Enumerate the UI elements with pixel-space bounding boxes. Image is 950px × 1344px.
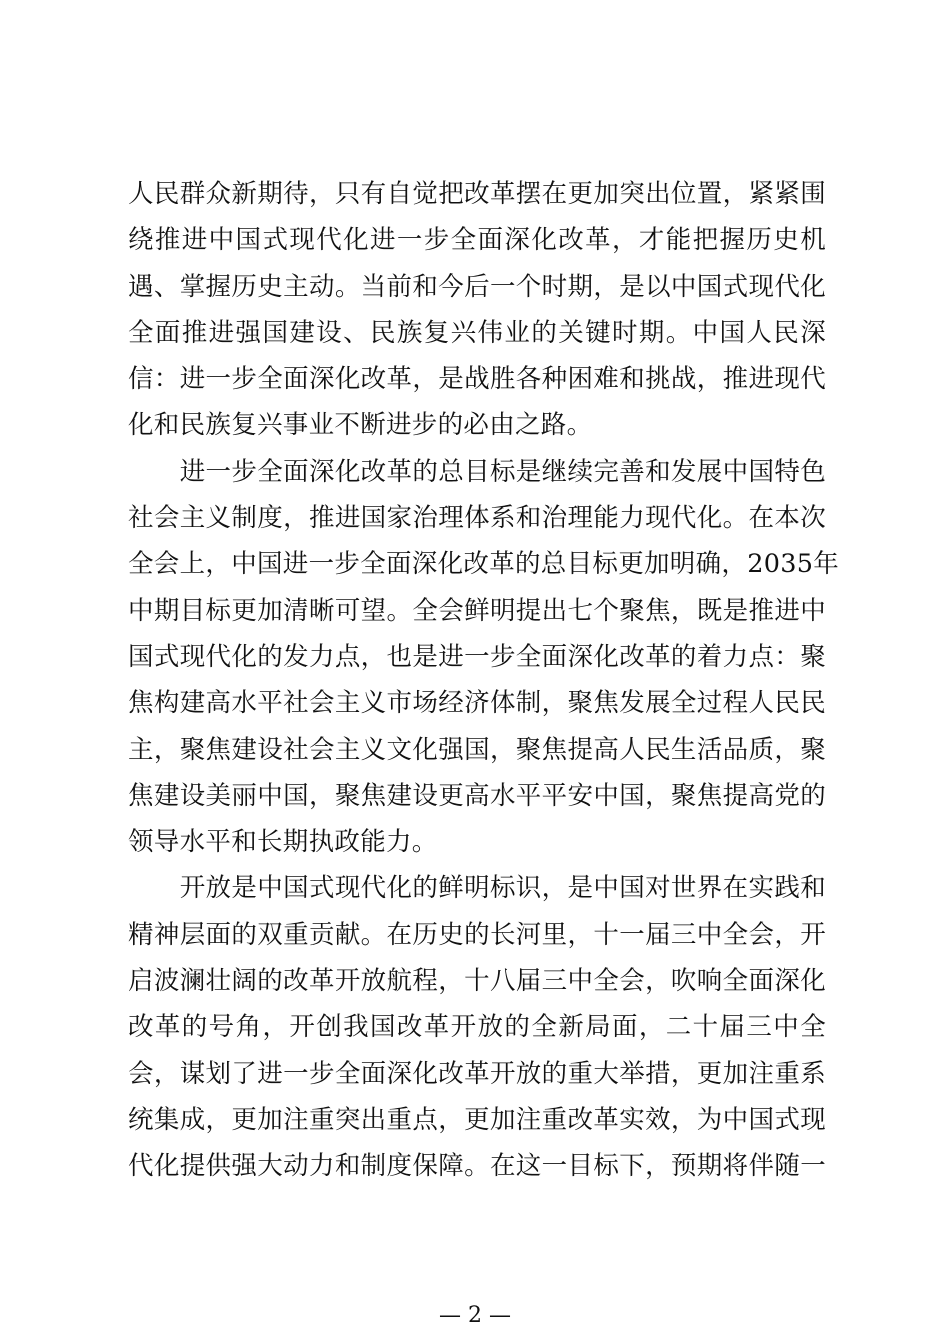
page-number: — 2 — [439, 1303, 511, 1328]
text-line: 焦建设美丽中国，聚焦建设更高水平平安中国，聚焦提高党的 [128, 780, 826, 811]
text-line: 代化提供强大动力和制度保障。在这一目标下，预期将伴随一 [128, 1151, 826, 1182]
text-line: 国式现代化的发力点，也是进一步全面深化改革的着力点：聚 [128, 641, 826, 672]
text-line: 遇、掌握历史主动。当前和今后一个时期，是以中国式现代化 [128, 271, 826, 302]
text-line: 领导水平和长期执政能力。 [128, 827, 438, 858]
text-line: 进一步全面深化改革的总目标是继续完善和发展中国特色 [128, 456, 826, 487]
text-line: 人民群众新期待，只有自觉把改革摆在更加突出位置，紧紧围 [128, 179, 826, 209]
text-line: 会，谋划了进一步全面深化改革开放的重大举措，更加注重系 [128, 1058, 826, 1089]
text-line: 焦构建高水平社会主义市场经济体制，聚焦发展全过程人民民 [128, 688, 826, 719]
text-line: 精神层面的双重贡献。在历史的长河里，十一届三中全会，开 [128, 919, 826, 950]
paragraph-3 [128, 865, 826, 1189]
text-line: 统集成，更加注重突出重点，更加注重改革实效，为中国式现 [128, 1104, 826, 1135]
text-line: 开放是中国式现代化的鲜明标识，是中国对世界在实践和 [128, 873, 826, 904]
paragraph-2 [128, 449, 840, 866]
text-line: 启波澜壮阔的改革开放航程，十八届三中全会，吹响全面深化 [128, 966, 826, 997]
text-line: 改革的号角，开创我国改革开放的全新局面，二十届三中全 [128, 1012, 826, 1043]
text-line: 信：进一步全面深化改革，是战胜各种困难和挑战，推进现代 [128, 364, 826, 395]
text-line: 主，聚焦建设社会主义文化强国，聚焦提高人民生活品质，聚 [128, 734, 826, 765]
paragraph-1 [128, 171, 826, 449]
document-body [128, 171, 840, 1190]
text-line: 绕推进中国式现代化进一步全面深化改革，才能把握历史机 [128, 225, 826, 256]
text-line: 化和民族复兴事业不断进步的必由之路。 [128, 410, 593, 441]
text-line: 全会上，中国进一步全面深化改革的总目标更加明确，2035年 [128, 549, 840, 580]
text-line: 全面推进强国建设、民族复兴伟业的关键时期。中国人民深 [128, 317, 826, 348]
text-line: 中期目标更加清晰可望。全会鲜明提出七个聚焦，既是推进中 [128, 595, 826, 626]
text-line: 社会主义制度，推进国家治理体系和治理能力现代化。在本次 [128, 503, 826, 534]
